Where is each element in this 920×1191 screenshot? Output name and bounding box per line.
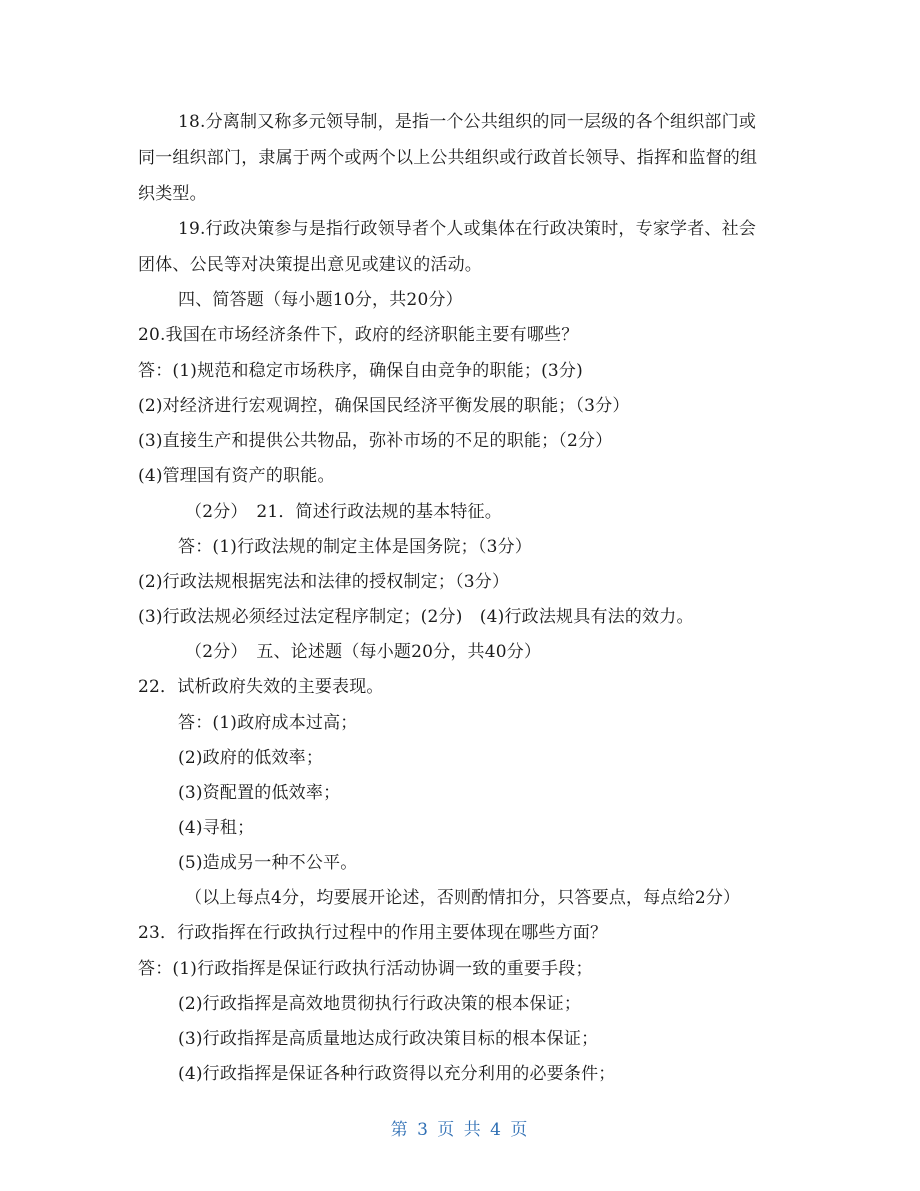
answer-22-1: 答：(1)政府成本过高；: [178, 713, 358, 733]
answer-20-4: (4)管理国有资产的职能。: [138, 466, 335, 486]
item-18-line-1: 18.分离制又称多元领导制，是指一个公共组织的同一层级的各个组织部门或: [178, 112, 757, 132]
answer-22-3: (3)资配置的低效率；: [178, 783, 341, 803]
answer-23-4: (4)行政指挥是保证各种行政资得以充分利用的必要条件；: [178, 1064, 616, 1084]
item-18-line-2: 同一组织部门，隶属于两个或两个以上公共组织或行政首长领导、指挥和监督的组: [138, 148, 758, 168]
answer-20-1: 答：(1)规范和稳定市场秩序，确保自由竞争的职能；(3分): [138, 361, 583, 381]
page-number-footer: 第 3 页 共 4 页: [390, 1120, 530, 1140]
item-18-line-3: 织类型。: [138, 184, 207, 204]
section-4-heading: 四、简答题（每小题10分，共20分）: [178, 290, 463, 310]
section-5-heading: （2分） 五、论述题（每小题20分，共40分）: [185, 642, 542, 662]
item-19-line-1: 19.行政决策参与是指行政领导者个人或集体在行政决策时，专家学者、社会: [178, 219, 757, 239]
answer-21-2: (2)行政法规根据宪法和法律的授权制定；（3分）: [138, 572, 510, 592]
answer-21-3-4: (3)行政法规必须经过法定程序制定；(2分) (4)行政法规具有法的效力。: [138, 607, 694, 627]
answer-22-4: (4)寻租；: [178, 818, 255, 838]
answer-22-2: (2)政府的低效率；: [178, 748, 324, 768]
grading-note: （以上每点4分，均要展开论述，否则酌情扣分，只答要点，每点给2分）: [185, 888, 741, 908]
question-22: 22．试析政府失效的主要表现。: [138, 677, 384, 697]
question-20: 20.我国在市场经济条件下，政府的经济职能主要有哪些？: [138, 325, 579, 345]
answer-20-3: (3)直接生产和提供公共物品，弥补市场的不足的职能；（2分）: [138, 431, 613, 451]
answer-23-2: (2)行政指挥是高效地贯彻执行行政决策的根本保证；: [178, 994, 582, 1014]
answer-20-2: (2)对经济进行宏观调控，确保国民经济平衡发展的职能；（3分）: [138, 396, 630, 416]
answer-23-1: 答：(1)行政指挥是保证行政执行活动协调一致的重要手段；: [138, 959, 593, 979]
answer-23-3: (3)行政指挥是高质量地达成行政决策目标的根本保证；: [178, 1029, 599, 1049]
answer-21-1: 答：(1)行政法规的制定主体是国务院；（3分）: [178, 537, 532, 557]
item-19-line-2: 团体、公民等对决策提出意见或建议的活动。: [138, 255, 482, 275]
question-21: （2分） 21．简述行政法规的基本特征。: [185, 502, 502, 522]
answer-22-5: (5)造成另一种不公平。: [178, 853, 358, 873]
question-23: 23．行政指挥在行政执行过程中的作用主要体现在哪些方面？: [138, 923, 608, 943]
